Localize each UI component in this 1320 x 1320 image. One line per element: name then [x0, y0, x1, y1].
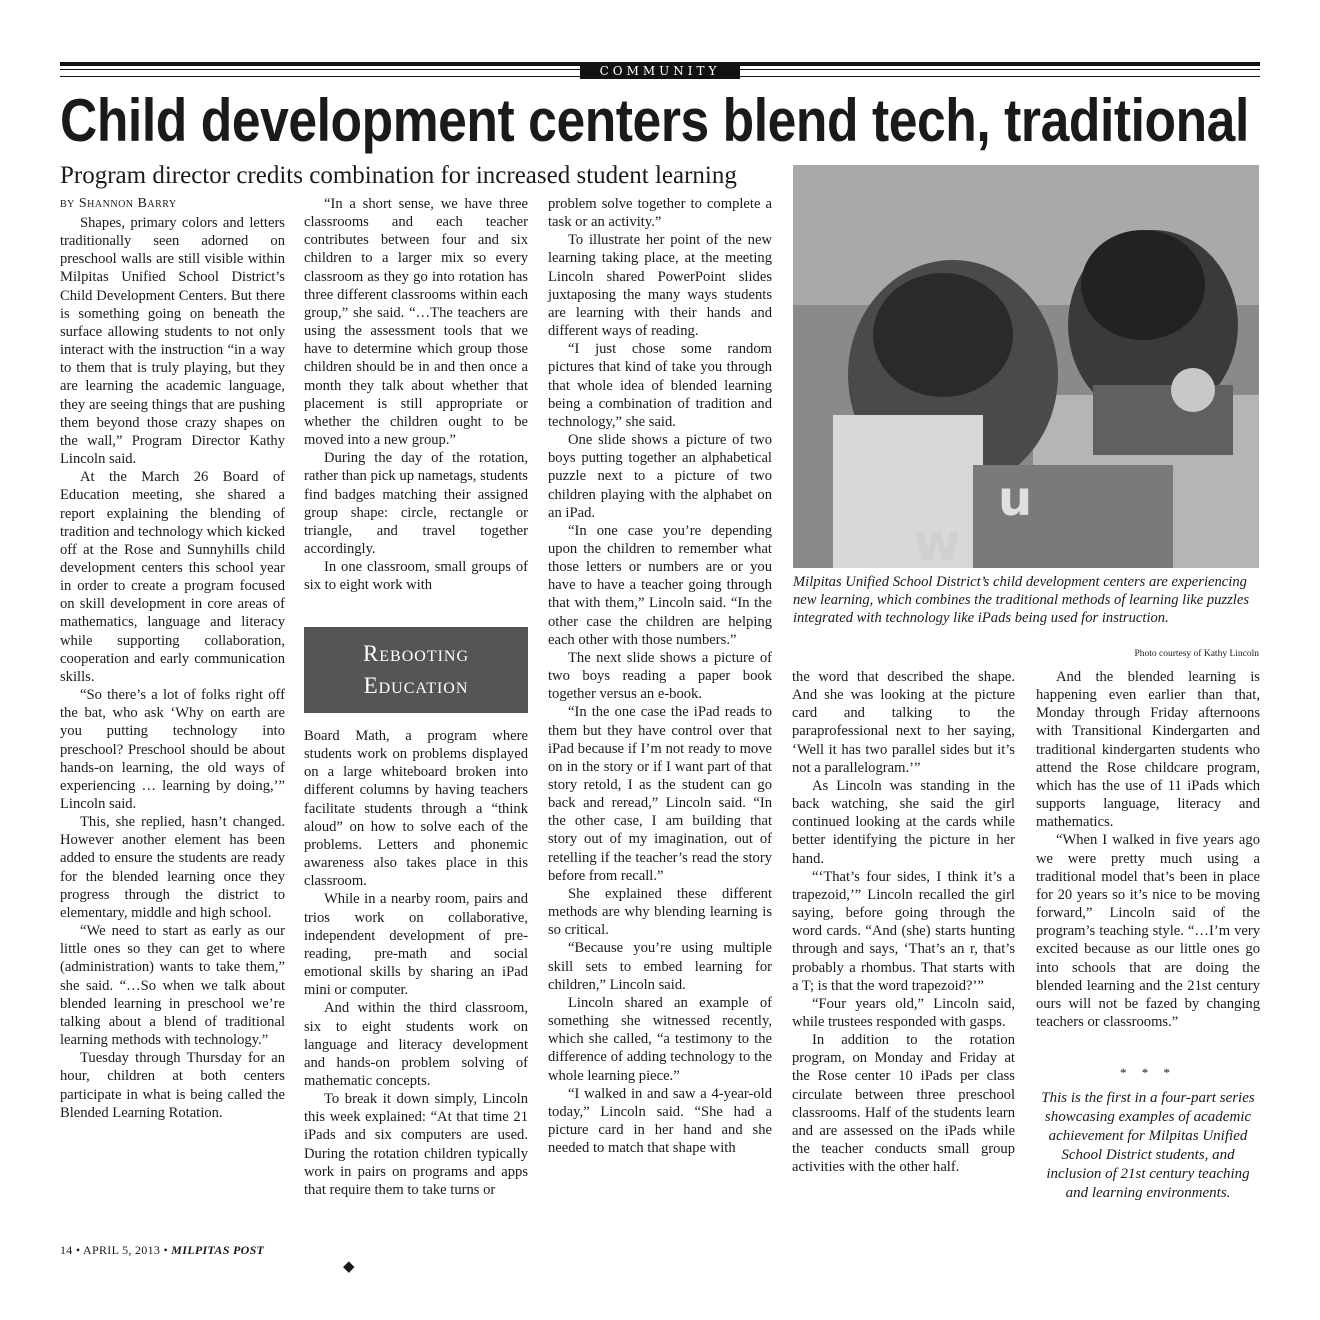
svg-text:w: w — [913, 513, 962, 568]
pullout-box — [304, 627, 528, 713]
paragraph: “I walked in and saw a 4-year-old today,” Lincoln said. “She had a picture card in her hand and she needed to match that shape with — [548, 1085, 772, 1157]
headline: Child development centers blend tech, traditional — [60, 87, 1249, 154]
paper-name: MILPITAS POST — [171, 1243, 265, 1257]
article-photo — [793, 165, 1259, 568]
svg-text:u: u — [998, 471, 1033, 527]
folio — [60, 1243, 264, 1258]
paragraph: “Four years old,” Lincoln said, while trustees responded with gasps. — [792, 995, 1015, 1030]
deck: Program director credits combination for increased student learning — [60, 162, 737, 189]
column-5 — [1036, 668, 1260, 1031]
paragraph: “So there’s a lot of folks right off the bat, who ask ‘Why on earth are you putting technology into preschool? Preschool should be about hands-on learning, the old ways of experiencing … learning by doing,’” Lincoln said. — [60, 687, 285, 812]
paragraph: “In a short sense, we have three classrooms and each teacher contributes between four and six children to a larger mix so every classroom as they go into rotation has three different classrooms within each group,” she said. “…The teachers are using the assessment tools that we have to determine which group those children should be in and then once a month they talk about whether that placement is still appropriate or whether the children ought to be moved into a new group.” — [304, 196, 528, 449]
paragraph: One slide shows a picture of two boys putting together an alphabetical puzzle next to a picture of two children playing with the alphabet on an iPad. — [548, 432, 772, 521]
section-break: * * * — [1120, 1065, 1176, 1080]
paragraph: In addition to the rotation program, on Monday and Friday at the Rose center 10 iPads per class circulate between three preschool classrooms. Half of the students learn and are assessed on the iPads while the teacher conducts small group activities with the other half. — [792, 1032, 1015, 1176]
paragraph: “I just chose some random pictures that kind of take you through that whole idea of blended learning being a combination of tradition and technology,” she said. — [548, 341, 772, 430]
folio-text: 14 • APRIL 5, 2013 • — [60, 1243, 172, 1257]
photo-credit: Photo courtesy of Kathy Lincoln — [1134, 649, 1259, 659]
paragraph: “‘That’s four sides, I think it’s a trapezoid,’” Lincoln recalled the girl saying, before going through the word cards. “And (she) starts hunting through and says, ‘That’s an r, that’s probably a rhombus. That starts with a T; is that the word trapezoid?’” — [792, 868, 1015, 994]
series-note: This is the first in a four-part series showcasing examples of academic achievement for Milpitas Unified School District students, and inclusion of 21st century teaching and learning environments. — [1041, 1090, 1255, 1201]
column-2-top — [304, 195, 528, 594]
paragraph: At the March 26 Board of Education meeting, she shared a report explaining the blending of tradition and technology which kicked off at the Rose and Sunnyhills child development centers this school year in order to create a program focused on skill development in core areas of mathematics, language and literacy while supporting collaboration, cooperation and early communication skills. — [60, 469, 285, 685]
paragraph: “We need to start as early as our little ones so they can get to where (administration) wants to take them,” she said. “…So when we talk about blended learning in preschool we’re talking about a blend of traditional learning methods with technology.” — [60, 923, 285, 1049]
paragraph: “When I walked in five years ago we were pretty much using a traditional model that’s been in place for 20 years so it’s nice to be moving forward,” Lincoln said of the program’s teaching style. “…I’m very excited because as our little ones go into schools that are doing the blended learning and the 21st century ours will not be fazed by changing teachers or classrooms.” — [1036, 832, 1260, 1030]
column-1 — [60, 214, 285, 1122]
paragraph: Board Math, a program where students work on problems displayed on a large whiteboard broken into different columns by having teachers facilitate students through a “think aloud” on how to solve each of the problems. Letters and phonemic awareness also takes place in this classroom. — [304, 728, 528, 890]
paragraph: To illustrate her point of the new learning taking place, at the meeting Lincoln shared PowerPoint slides juxtaposing the many ways students are learning with their hands and different ways of reading. — [548, 232, 772, 340]
paragraph: While in a nearby room, pairs and trios work on collaborative, independent development of pre-reading, pre-math and social emotional skills by sharing an iPad mini or computer. — [304, 891, 528, 999]
paragraph: Shapes, primary colors and letters traditionally seen adorned on preschool walls are still visible within Milpitas Unified School District’s Child Development Centers. But there is something going on beneath the surface allowing students to not only interact with the instruction “in a way to them that is truly playing, but they are learning the academic language, they are seeing things that are pushing them beyond those crazy shapes on the wall,” Program Director Kathy Lincoln said. — [60, 215, 285, 468]
paragraph: And the blended learning is happening even earlier than that, Monday through Friday afternoons with Transitional Kindergarten and traditional kindergarten students who attend the Rose childcare program, which has the use of 11 iPads which supports language, literacy and mathematics. — [1036, 669, 1260, 831]
diamond-mark-icon: ◆ — [343, 1259, 355, 1275]
photo-illustration — [793, 165, 1259, 568]
paragraph: “In the one case the iPad reads to them but they have control over that iPad because if I’m not ready to move on in the story or if I want part of that story retold, I as the student can go back and reread,” Lincoln said. “In the other case, I am building that story out of my imagination, out of retelling if the teacher’s read the story before from recall.” — [548, 704, 772, 884]
pullout-line-1: Rebooting — [362, 641, 470, 666]
paragraph: the word that described the shape. And she was looking at the picture card and talking to the paraprofessional next to her saying, ‘Well it has two parallel sides but it’s not a parallelogram.’” — [792, 669, 1015, 776]
byline: by Shannon Barry — [60, 196, 177, 211]
column-4 — [792, 668, 1015, 1176]
paragraph: problem solve together to complete a task or an activity.” — [548, 196, 772, 231]
paragraph: As Lincoln was standing in the back watching, she said the girl continued looking at the cards while better identifying the picture in her hand. — [792, 777, 1015, 867]
section-label: COMMUNITY — [580, 63, 740, 79]
paragraph: “In one case you’re depending upon the children to remember what those letters or numbers are or you have to have a teacher going through that with them,” Lincoln said. “In the other case the children are helping each other with those numbers.” — [548, 522, 772, 648]
pullout-line-2: Education — [363, 673, 469, 698]
photo-caption: Milpitas Unified School District’s child development centers are experiencing new learning, which combines the traditional methods of learning like puzzles integrated with technology like iPads being used for instruction. — [793, 574, 1250, 626]
paragraph: Lincoln shared an example of something she witnessed recently, which she called, “a testimony to the difference of adding technology to the whole learning piece.” — [548, 994, 772, 1084]
paragraph: She explained these different methods are why blending learning is so critical. — [548, 885, 772, 939]
paragraph: And within the third classroom, six to eight students work on language and literacy development and hands-on problem solving of mathematic concepts. — [304, 1000, 528, 1089]
paragraph: In one classroom, small groups of six to eight work with — [304, 559, 528, 594]
paragraph: The next slide shows a picture of two boys reading a paper book together versus an e-book. — [548, 649, 772, 703]
column-2-bottom — [304, 727, 528, 1199]
paragraph: During the day of the rotation, rather than pick up nametags, students find badges matching their assigned group shape: circle, rectangle or triangle, and travel together accordingly. — [304, 450, 528, 557]
paragraph: Tuesday through Thursday for an hour, children at both centers participate in what is being called the Blended Learning Rotation. — [60, 1050, 285, 1121]
paragraph: This, she replied, hasn’t changed. However another element has been added to ensure the students are ready for the blended learning once they progress through the district to elementary, middle and high school. — [60, 814, 285, 921]
paragraph: “Because you’re using multiple skill sets to embed learning for children,” Lincoln said. — [548, 940, 772, 993]
paragraph: To break it down simply, Lincoln this week explained: “At that time 21 iPads and six computers are used. During the rotation children typically work in pairs on programs and apps that require them to take turns or — [304, 1091, 528, 1198]
column-3 — [548, 195, 772, 1157]
